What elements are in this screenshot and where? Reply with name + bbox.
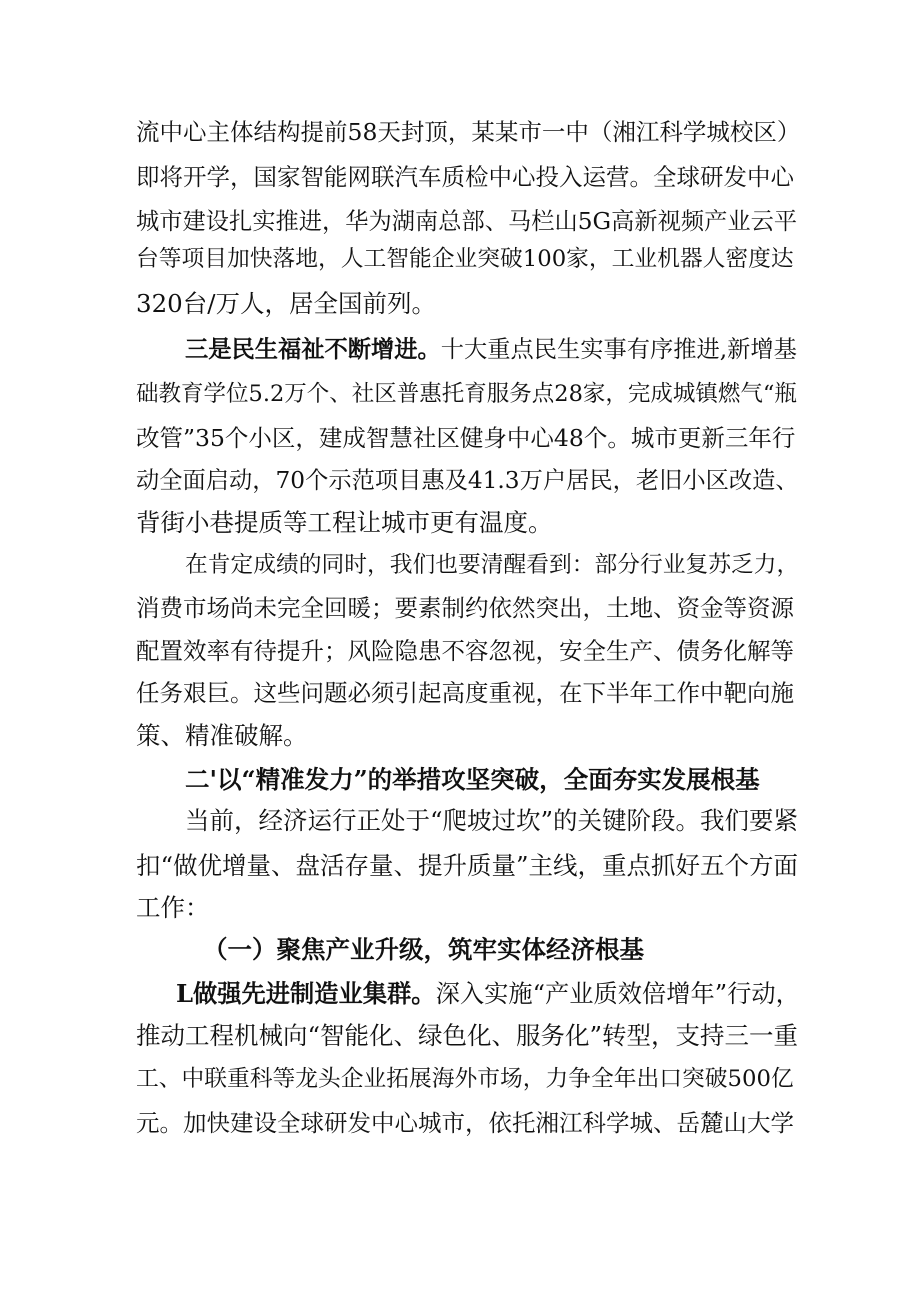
body-line: 工作： — [136, 893, 210, 922]
paragraph-lead-heading: 三是民生福祉不断增进。 — [185, 336, 441, 363]
body-line: 320台/万人，居全国前列。 — [136, 289, 437, 318]
body-line: 工、中联重科等龙头企业拓展海外市场，力争全年出口突破500亿 — [136, 1066, 794, 1092]
body-line: 推动工程机械向“智能化、绿色化、服务化”转型，支持三一重 — [136, 1021, 799, 1050]
paragraph-first-line: 当前，经济运行正处于“爬坡过坎”的关键阶段。我们要紧 — [185, 806, 799, 835]
body-line: 即将开学，国家智能网联汽车质检中心投入运营。全球研发中心 — [136, 163, 794, 191]
section-heading: 二'以“精准发力”的举措攻坚突破，全面夯实发展根基 — [185, 765, 760, 794]
body-line: 任务艰巨。这些问题必须引起高度重视，在下半年工作中靶向施 — [136, 679, 794, 707]
body-line: 背街小巷提质等工程让城市更有温度。 — [136, 508, 553, 537]
body-line: 配置效率有待提升；风险隐患不容忽视，安全生产、债务化解等 — [136, 637, 794, 665]
body-line: 扣“做优增量、盘活存量、提升质量”主线，重点抓好五个方面 — [136, 851, 799, 880]
body-line: 动全面启动，70个示范项目惠及41.3万户居民，老旧小区改造、 — [136, 467, 799, 494]
body-line: 台等项目加快落地，人工智能企业突破100家，工业机器人密度达 — [136, 246, 794, 272]
paragraph-first-line — [176, 974, 800, 1014]
paragraph-first-line — [185, 330, 797, 370]
paragraph-text: 深入实施“产业质效倍增年”行动， — [435, 979, 800, 1008]
body-line: 策、精准破解。 — [136, 721, 308, 750]
body-line: 流中心主体结构提前58天封顶，某某市一中（湘江科学城校区） — [136, 118, 801, 146]
body-line: 元。加快建设全球研发中心城市，依托湘江科学城、岳麓山大学 — [136, 1109, 794, 1137]
paragraph-first-line: 在肯定成绩的同时，我们也要清醒看到：部分行业复苏乏力， — [185, 552, 800, 578]
subsection-heading: （一）聚焦产业升级，筑牢实体经济根基 — [203, 935, 644, 964]
body-line: 础教育学位5.2万个、社区普惠托育服务点28家，完成城镇燃气“瓶 — [136, 381, 797, 407]
body-line: 消费市场尚未完全回暖；要素制约依然突出，土地、资金等资源 — [136, 594, 794, 622]
body-line: 改管”35个小区，建成智慧社区健身中心48个。城市更新三年行 — [136, 424, 796, 452]
paragraph-lead-heading: L做强先进制造业集群。 — [176, 979, 436, 1008]
paragraph-text: 十大重点民生实事有序推进,新增基 — [440, 336, 797, 363]
body-line: 城市建设扎实推进，华为湖南总部、马栏山5G高新视频产业云平 — [136, 208, 798, 235]
